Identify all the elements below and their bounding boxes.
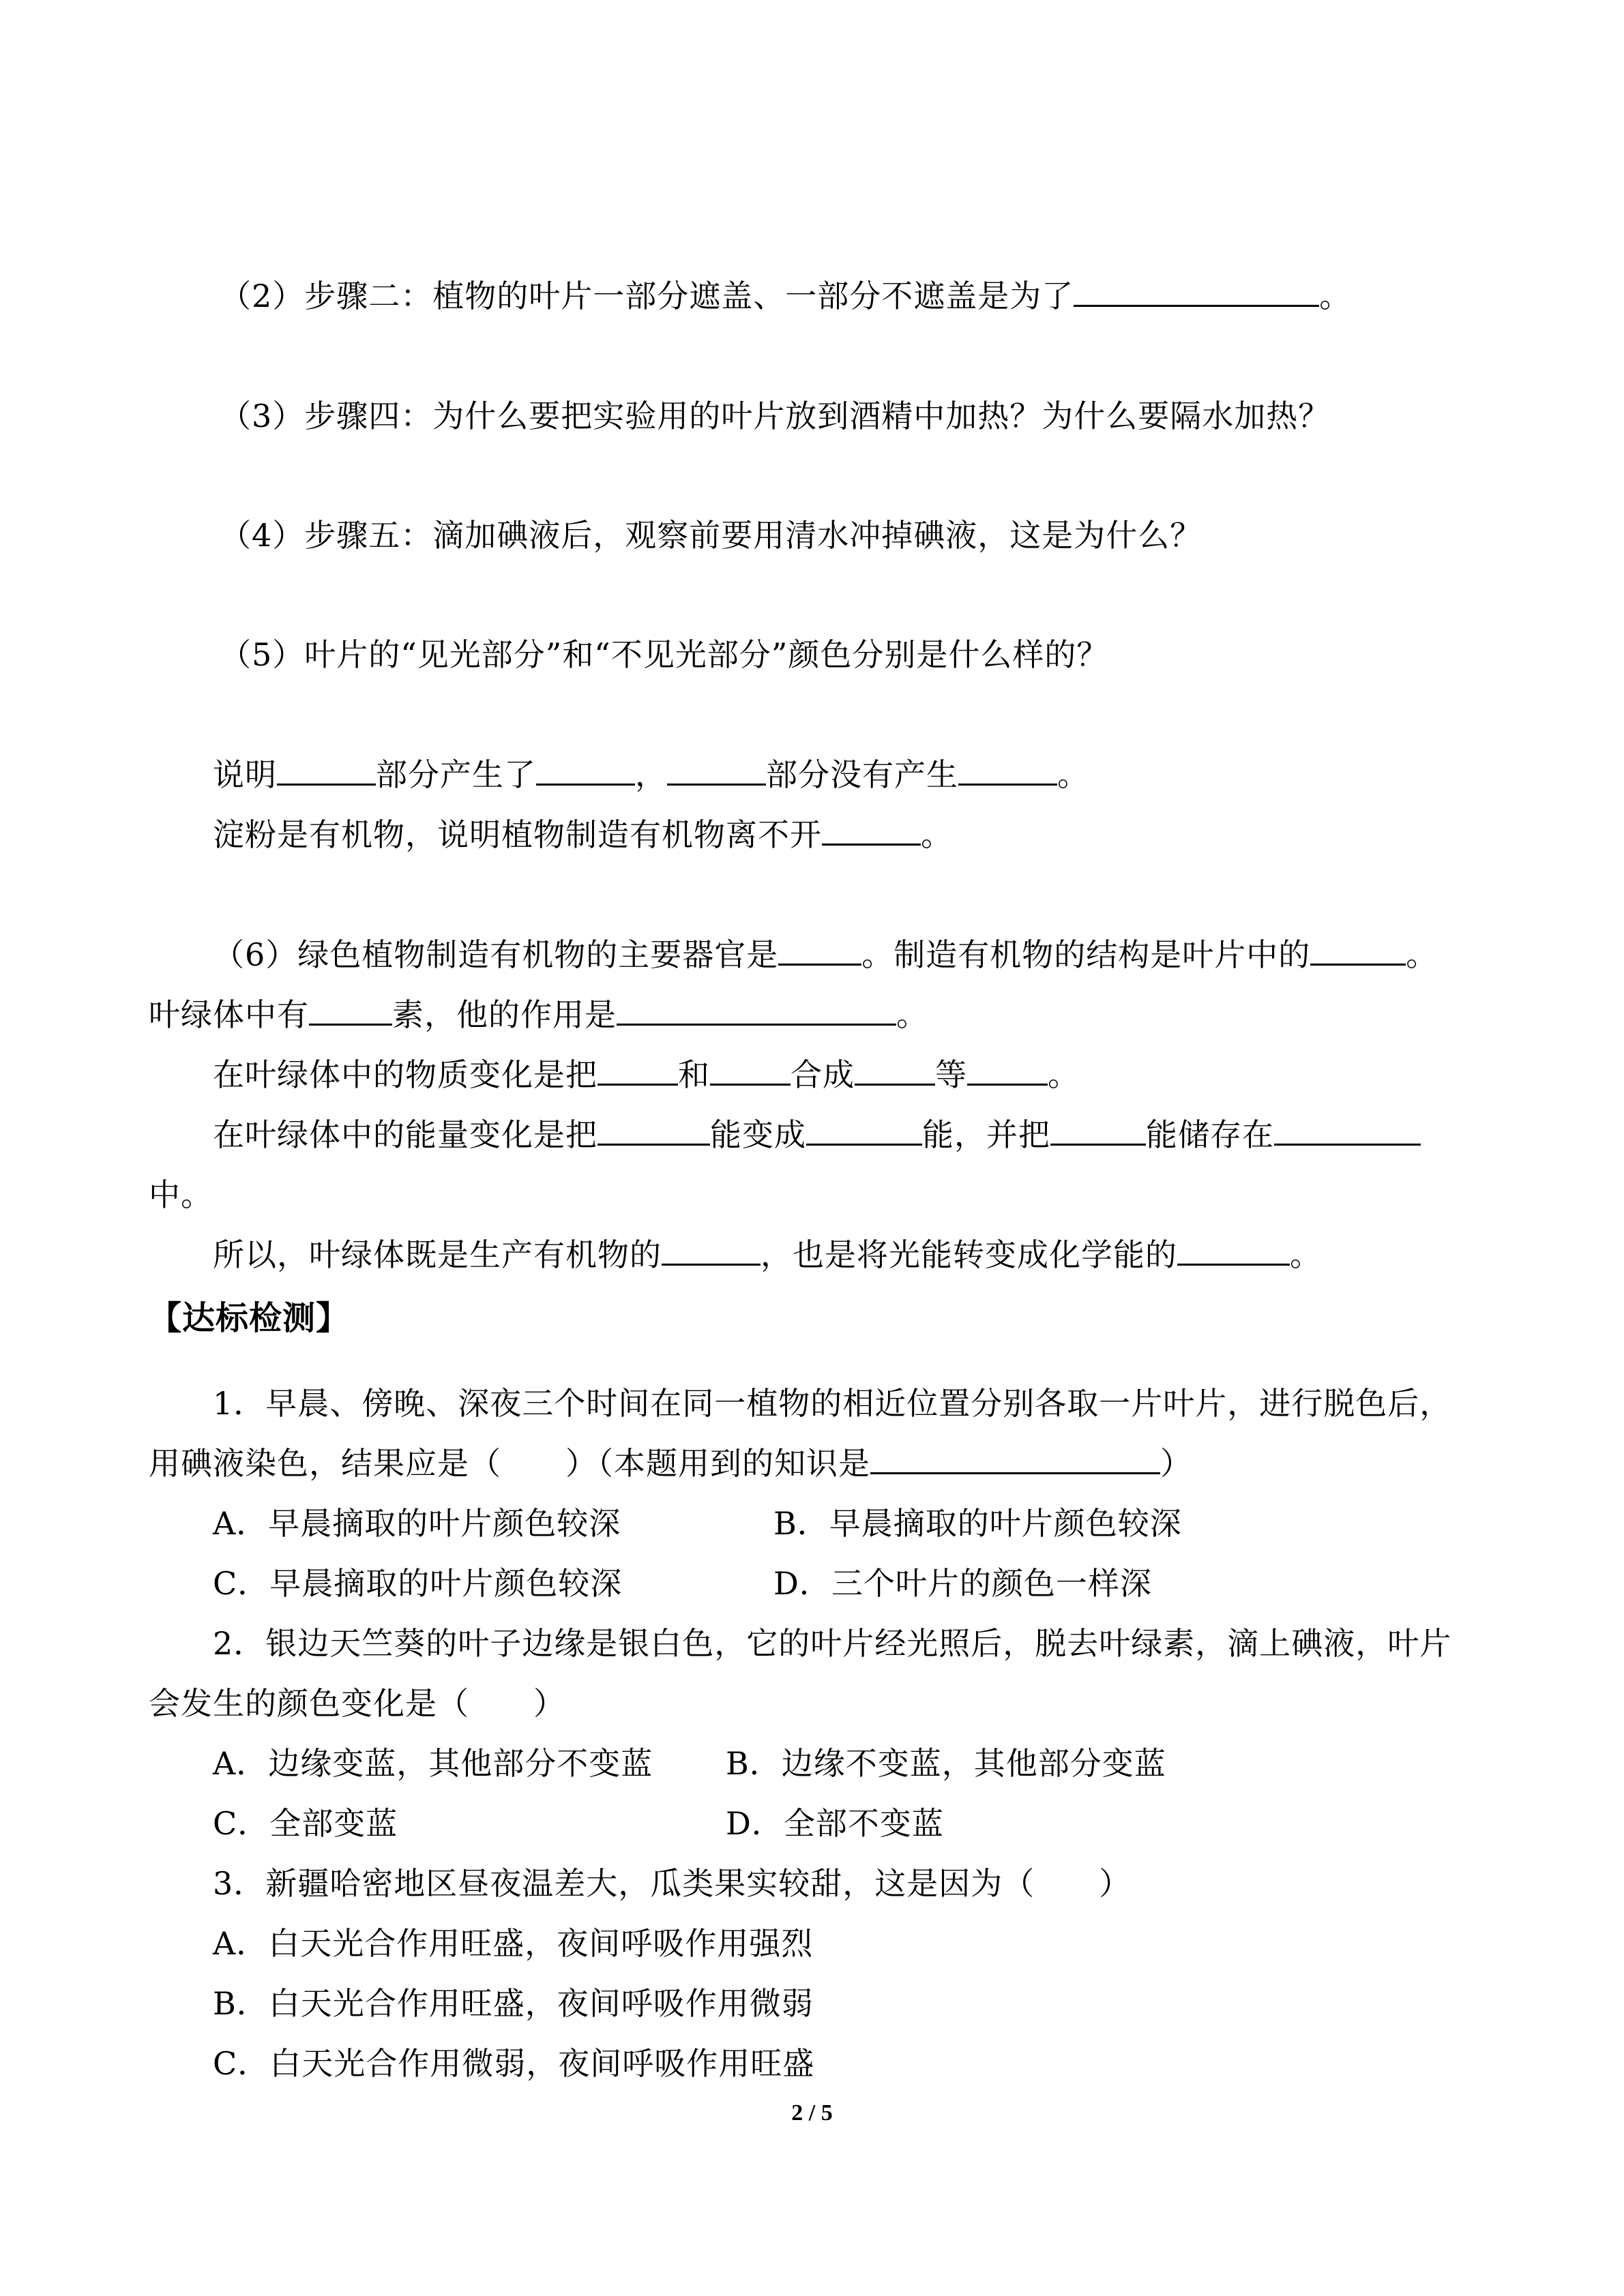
text: 。	[1048, 1056, 1080, 1093]
text: 。制造有机物的结构是叶片中的	[861, 936, 1311, 973]
answer-blank	[662, 1236, 761, 1266]
text: ，也是将光能转变成化学能的	[761, 1236, 1177, 1273]
text: 淀粉是有机物，说明植物制造有机物离不开	[213, 816, 822, 853]
question-5-text: （5）叶片的“见光部分”和“不见光部分”颜色分别是什么样的？	[220, 636, 1109, 673]
answer-blank	[597, 1116, 710, 1146]
answer-blank	[967, 1056, 1048, 1086]
text: 。	[921, 816, 953, 853]
option-b: B．白天光合作用旺盛，夜间呼吸作用微弱	[213, 1985, 814, 2022]
text: 部分没有产生	[766, 756, 958, 793]
option-b: B．早晨摘取的叶片颜色较深	[773, 1505, 1182, 1542]
text: 等	[935, 1056, 967, 1093]
question-6-line-6	[213, 1236, 1322, 1274]
answer-blank	[277, 756, 376, 786]
text: 在叶绿体中的能量变化是把	[213, 1116, 597, 1153]
text: 2．银边天竺葵的叶子边缘是银白色，它的叶片经光照后，脱去叶绿素，滴上碘液，叶片	[213, 1625, 1452, 1662]
answer-blank	[617, 996, 896, 1026]
section-title: 【达标检测】	[149, 1299, 350, 1337]
question-6-line-4	[213, 1116, 1421, 1154]
answer-blank	[855, 1056, 935, 1086]
text: ）	[1160, 1445, 1192, 1482]
text: 。	[896, 996, 928, 1033]
answer-blank	[536, 756, 635, 786]
page-number: 2 / 5	[791, 2100, 833, 2126]
test-3-option-c	[213, 2044, 814, 2083]
text: 和	[678, 1056, 710, 1093]
test-1-line-2	[149, 1444, 1192, 1482]
option-a: A．边缘变蓝，其他部分不变蓝	[213, 1745, 653, 1782]
answer-blank	[1074, 278, 1319, 307]
question-2	[220, 277, 1351, 315]
option-d: D．全部不变蓝	[726, 1805, 944, 1842]
text: 部分产生了	[376, 756, 536, 793]
text: 能变成	[710, 1116, 806, 1153]
punctuation: 。	[1319, 278, 1352, 314]
option-b: B．边缘不变蓝，其他部分变蓝	[726, 1745, 1166, 1782]
test-2-line-2	[149, 1684, 565, 1723]
answer-blank	[1050, 1116, 1146, 1146]
test-2-options-cd	[213, 1804, 1509, 1843]
section-heading	[149, 1299, 349, 1337]
option-c: C．早晨摘取的叶片颜色较深	[213, 1565, 623, 1602]
test-2-options-ab	[213, 1744, 1509, 1783]
option-a: A．白天光合作用旺盛，夜间呼吸作用强烈	[213, 1925, 814, 1962]
answer-blank	[1274, 1116, 1421, 1146]
question-4-text: （4）步骤五：滴加碘液后，观察前要用清水冲掉碘液，这是为什么？	[220, 517, 1202, 554]
test-3-option-b	[213, 1984, 814, 2023]
option-d: D．三个叶片的颜色一样深	[773, 1565, 1152, 1602]
test-3-line-1	[213, 1864, 1131, 1903]
text: 说明	[213, 756, 277, 793]
answer-blank	[778, 936, 861, 966]
text: 合成	[791, 1056, 855, 1093]
answer-blank	[710, 1056, 791, 1086]
question-2-text: （2）步骤二：植物的叶片一部分遮盖、一部分不遮盖是为了	[220, 278, 1074, 314]
question-4	[220, 516, 1202, 554]
test-1-options-ab	[213, 1504, 1509, 1542]
option-a: A．早晨摘取的叶片颜色较深	[213, 1505, 621, 1542]
text: 所以，叶绿体既是生产有机物的	[213, 1236, 662, 1273]
question-6-line-1	[213, 936, 1438, 974]
answer-blank	[1310, 936, 1406, 966]
test-2-line-1	[213, 1624, 1451, 1663]
text: 用碘液染色，结果应是（ ）（本题用到的知识是	[149, 1445, 870, 1482]
answer-blank	[822, 816, 921, 846]
test-1-line-1	[213, 1384, 1451, 1422]
answer-blank	[309, 996, 392, 1026]
text: 中。	[149, 1176, 213, 1213]
answer-blank	[1177, 1236, 1290, 1266]
text: 1．早晨、傍晚、深夜三个时间在同一植物的相近位置分别各取一片叶片，进行脱色后，	[213, 1385, 1452, 1422]
question-6-line-3	[213, 1056, 1080, 1094]
text: 能，并把	[922, 1116, 1050, 1153]
question-6-line-5	[149, 1176, 213, 1214]
answer-blank	[667, 756, 766, 786]
question-6-line-2	[149, 996, 928, 1034]
text: 在叶绿体中的物质变化是把	[213, 1056, 597, 1093]
question-5-explain-line-2	[213, 816, 953, 854]
text: ，	[635, 756, 667, 793]
answer-blank	[806, 1116, 922, 1146]
test-3-option-a	[213, 1924, 813, 1963]
question-5-explain-line-1	[213, 756, 1089, 794]
answer-blank	[597, 1056, 678, 1086]
text: 。	[1057, 756, 1089, 793]
answer-blank	[870, 1445, 1160, 1474]
text: 3．新疆哈密地区昼夜温差大，瓜类果实较甜，这是因为（ ）	[213, 1865, 1132, 1902]
option-c: C．全部变蓝	[213, 1805, 398, 1842]
question-5	[220, 636, 1108, 674]
text: 。	[1406, 936, 1438, 973]
question-3-text: （3）步骤四：为什么要把实验用的叶片放到酒精中加热？为什么要隔水加热？	[220, 398, 1331, 434]
text: 。	[1290, 1236, 1322, 1273]
question-3	[220, 397, 1330, 435]
text: 素，他的作用是	[392, 996, 617, 1033]
option-c: C．白天光合作用微弱，夜间呼吸作用旺盛	[213, 2045, 815, 2082]
text: 叶绿体中有	[149, 996, 309, 1033]
answer-blank	[958, 756, 1057, 786]
text: 会发生的颜色变化是（ ）	[149, 1685, 565, 1722]
test-1-options-cd	[213, 1564, 1509, 1602]
text: 能储存在	[1146, 1116, 1274, 1153]
text: （6）绿色植物制造有机物的主要器官是	[213, 936, 779, 973]
